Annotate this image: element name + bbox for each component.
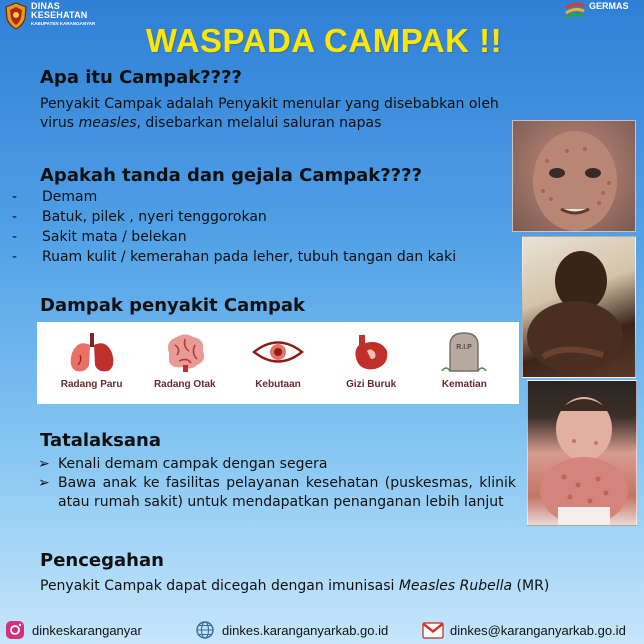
what-is-heading: Apa itu Campak????: [40, 67, 242, 88]
treatment-list: [38, 455, 516, 512]
tombstone-icon: [438, 331, 490, 373]
symptom-text: Sakit mata / belekan: [42, 229, 187, 245]
footer-instagram[interactable]: [4, 620, 142, 640]
stomach-icon: [345, 331, 397, 373]
vaccine-name: Measles Rubella: [398, 578, 513, 594]
arrow-bullet-icon: ➢: [38, 475, 50, 491]
germas-logo: [564, 2, 640, 24]
treatment-text: Kenali demam campak dengan segera: [58, 456, 328, 472]
impact-item: [140, 331, 230, 390]
virus-name: measles: [78, 115, 137, 131]
child-lying-illustration: [523, 237, 636, 378]
impact-label: Kematian: [441, 379, 487, 390]
what-is-line2-start: virus: [40, 115, 79, 131]
prevention-text-end: (MR): [512, 578, 550, 594]
child-face-illustration: [513, 121, 636, 232]
list-item: - Demam: [12, 189, 98, 205]
photo-infant-rash: [527, 380, 637, 526]
symptoms-list: [12, 187, 456, 267]
impact-label: Gizi Buruk: [346, 379, 397, 390]
photo-child-lying: [522, 236, 636, 378]
symptoms-heading: Apakah tanda dan gejala Campak????: [40, 165, 423, 186]
list-item: [38, 455, 516, 474]
impact-heading: Dampak penyakit Campak: [40, 295, 306, 316]
dinas-logo: [4, 2, 126, 32]
germas-swoosh-icon: [564, 2, 586, 22]
symptom-text: Batuk, pilek , nyeri tenggorokan: [42, 209, 267, 225]
brain-icon: [159, 331, 211, 373]
instagram-handle[interactable]: dinkeskaranganyar: [32, 622, 142, 638]
list-item: - Batuk, pilek , nyeri tenggorokan: [12, 209, 267, 225]
prevention-text: [40, 577, 580, 596]
impact-label: Kebutaan: [255, 379, 301, 390]
page-title: WASPADA CAMPAK !!: [145, 22, 503, 59]
treatment-heading: Tatalaksana: [40, 430, 161, 451]
impact-label: Radang Paru: [60, 379, 123, 390]
what-is-line1: Penyakit Campak adalah Penyakit menular yang disebabkan oleh: [40, 96, 499, 112]
org-name-line2: KESEHATAN: [31, 10, 88, 20]
footer-email[interactable]: [422, 620, 626, 640]
list-item: - Sakit mata / belekan: [12, 229, 187, 245]
impact-label: Radang Otak: [153, 379, 216, 390]
org-name-line3: KABUPATEN KARANGANYAR: [31, 21, 96, 26]
photo-child-face-rash: [512, 120, 636, 232]
symptom-text: Demam: [42, 189, 98, 205]
footer-website[interactable]: [194, 620, 388, 640]
symptom-text: Ruam kulit / kemerahan pada leher, tubuh tangan dan kaki: [42, 249, 457, 265]
what-is-text: [40, 95, 510, 133]
globe-icon: [194, 620, 216, 640]
prevention-heading: Pencegahan: [40, 550, 164, 571]
arrow-bullet-icon: ➢: [38, 456, 50, 472]
impact-item: [326, 331, 416, 390]
list-item: [38, 474, 516, 512]
list-item: - Ruam kulit / kemerahan pada leher, tubuh tangan dan kaki: [12, 249, 457, 265]
what-is-line2: [40, 114, 510, 133]
prevention-text-start: Penyakit Campak dapat dicegah dengan imunisasi: [40, 578, 399, 594]
footer: [0, 616, 644, 644]
email-link[interactable]: dinkes@karanganyarkab.go.id: [450, 622, 626, 638]
impact-panel: [37, 322, 519, 404]
instagram-icon: [4, 620, 26, 640]
tomb-text: R.I.P: [456, 344, 473, 351]
impact-item: [47, 331, 137, 390]
regency-seal-icon: [4, 2, 28, 30]
gmail-icon: [422, 620, 444, 640]
treatment-text: Bawa anak ke fasilitas pelayanan kesehatan (puskesmas, klinik atau rumah sakit) untuk mendapatkan penanganan lebih lanjut: [58, 475, 516, 510]
lungs-icon: [66, 331, 118, 373]
eye-icon: [252, 331, 304, 373]
org-name-line1: DINAS: [31, 1, 61, 11]
website-link[interactable]: dinkes.karanganyarkab.go.id: [222, 622, 389, 638]
impact-item: [419, 331, 509, 390]
infant-illustration: [528, 381, 637, 526]
what-is-line2-end: , disebarkan melalui saluran napas: [136, 115, 382, 131]
impact-item: [233, 331, 323, 390]
germas-title: GERMAS: [589, 1, 629, 11]
